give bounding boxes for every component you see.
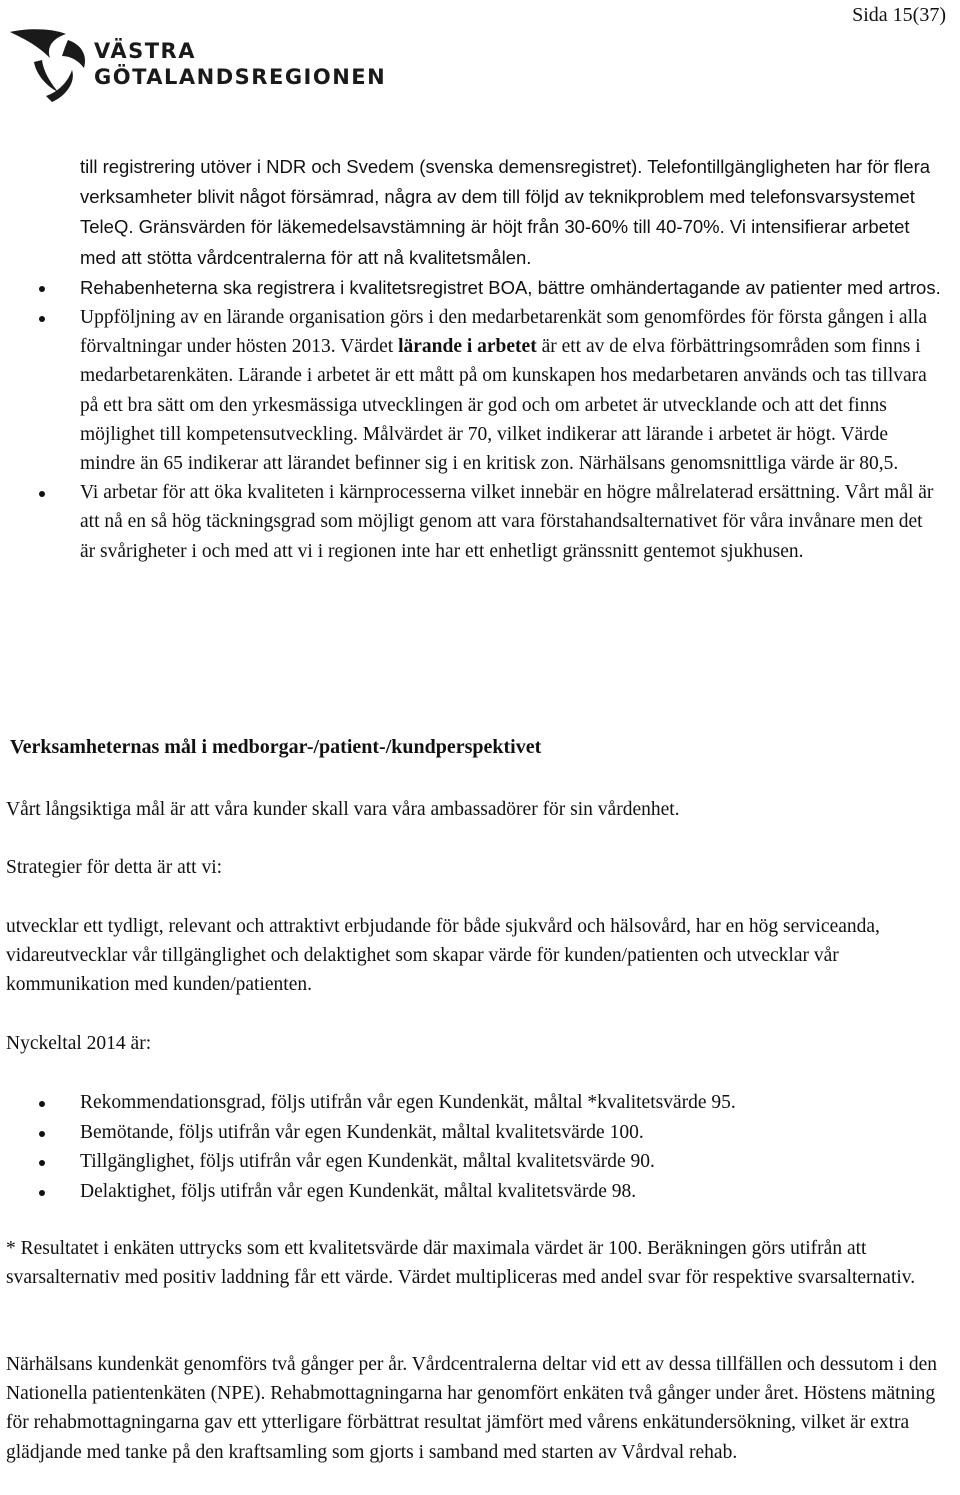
paragraph-kpi-intro: Nyckeltal 2014 är: [6, 1033, 152, 1054]
kpi-item: Bemötande, följs utifrån vår egen Kundenkät, måltal kvalitetsvärde 100. [0, 1118, 960, 1148]
kpi-item: Tillgänglighet, följs utifrån vår egen Kundenkät, måltal kvalitetsvärde 90. [0, 1147, 960, 1177]
logo-emblem-icon [6, 26, 96, 106]
paragraph-strategies: utvecklar ett tydligt, relevant och attraktivt erbjudande för både sjukvård och hälsovård, har en hög serviceanda, vidareutvecklar vår tillgänglighet och delaktighet som skapar värde för kunden/patienten och utvecklar vår kommunikation med kunden/patienten. [6, 916, 880, 996]
list-item: Rehabenheterna ska registrera i kvalitetsregistret BOA, bättre omhändertagande av patienter med artros. [0, 273, 960, 303]
paragraph-survey: Närhälsans kundenkät genomförs två gånger per år. Vårdcentralerna deltar vid ett av dessa tillfällen och dessutom i den Nationella patientenkäten (NPE). Rehabmottagningarna har genomfört enkäten två gånger under året. Höstens mätning för rehabmottagningarna gav ett ytterligare förbättrat resultat jämfört med vårens enkätundersökning, vilket är extra glädjande med tanke på den kraftsamling som gjorts i samband med starten av Vårdval rehab. [6, 1354, 937, 1463]
kpi-item: Delaktighet, följs utifrån vår egen Kundenkät, måltal kvalitetsvärde 98. [0, 1177, 960, 1207]
paragraph-strategies-intro: Strategier för detta är att vi: [6, 857, 223, 878]
section-heading: Verksamheternas mål i medborgar-/patient-/kundperspektivet [10, 736, 542, 758]
paragraph-goal: Vårt långsiktiga mål är att våra kunder skall vara våra ambassadörer för sin vårdenhet. [6, 799, 680, 820]
kpi-list [0, 1088, 960, 1206]
vastra-gotalandsregionen-logo [6, 26, 386, 106]
list-item: Vi arbetar för att öka kvaliteten i kärnprocesserna vilket innebär en högre målrelaterad ersättning. Vårt mål är att nå en så hög täckningsgrad som möjligt genom att vara förstahandsalternativet för våra invånare men det är svårigheter i och med att vi i regionen inte har ett enhetligt gränssnitt gentemot sjukhusen. [0, 478, 960, 566]
logo-line-2: GÖTALANDSREGIONEN [94, 65, 387, 89]
footnote: * Resultatet i enkäten uttrycks som ett kvalitetsvärde där maximala värdet är 100. Beräkningen görs utifrån att svarsalternativ med positiv laddning får ett värde. Värdet multipliceras med andel svar för respektive svarsalternativ. [6, 1238, 916, 1289]
top-bullet-list [0, 152, 960, 566]
page-number: Sida 15(37) [852, 4, 946, 26]
list-item: Uppföljning av en lärande organisation görs i den medarbetarenkät som genomfördes för första gången i alla förvaltningar under hösten 2013. Värdet lärande i arbetet är ett av de elva förbättringsområden som finns i medarbetarenkäten. Lärande i arbetet är ett mått på om kunskapen hos medarbetaren används och tas tillvara på ett bra sätt om den yrkesmässiga utvecklingen är god och om arbetet är utvecklande och att det finns möjlighet till kompetensutveckling. Målvärdet är 70, vilket indikerar att lärande i arbetet är högt. Värde mindre än 65 indikerar att lärandet befinner sig i en kritisk zon. Närhälsans genomsnittliga värde är 80,5. [0, 303, 960, 478]
logo-line-1: VÄSTRA [94, 39, 196, 63]
bold-term: lärande i arbetet [398, 336, 537, 358]
kpi-item: Rekommendationsgrad, följs utifrån vår egen Kundenkät, måltal *kvalitetsvärde 95. [0, 1088, 960, 1118]
list-item-continuation: till registrering utöver i NDR och Svedem (svenska demensregistret). Telefontillgängligheten har för flera verksamheter blivit något försämrad, några av dem till följd av teknikproblem med telefonsvarsystemet TeleQ. Gränsvärden för läkemedelsavstämning är höjt från 30-60% till 40-70%. Vi intensifierar arbetet med att stötta vårdcentralerna för att nå kvalitetsmålen. [80, 156, 931, 268]
